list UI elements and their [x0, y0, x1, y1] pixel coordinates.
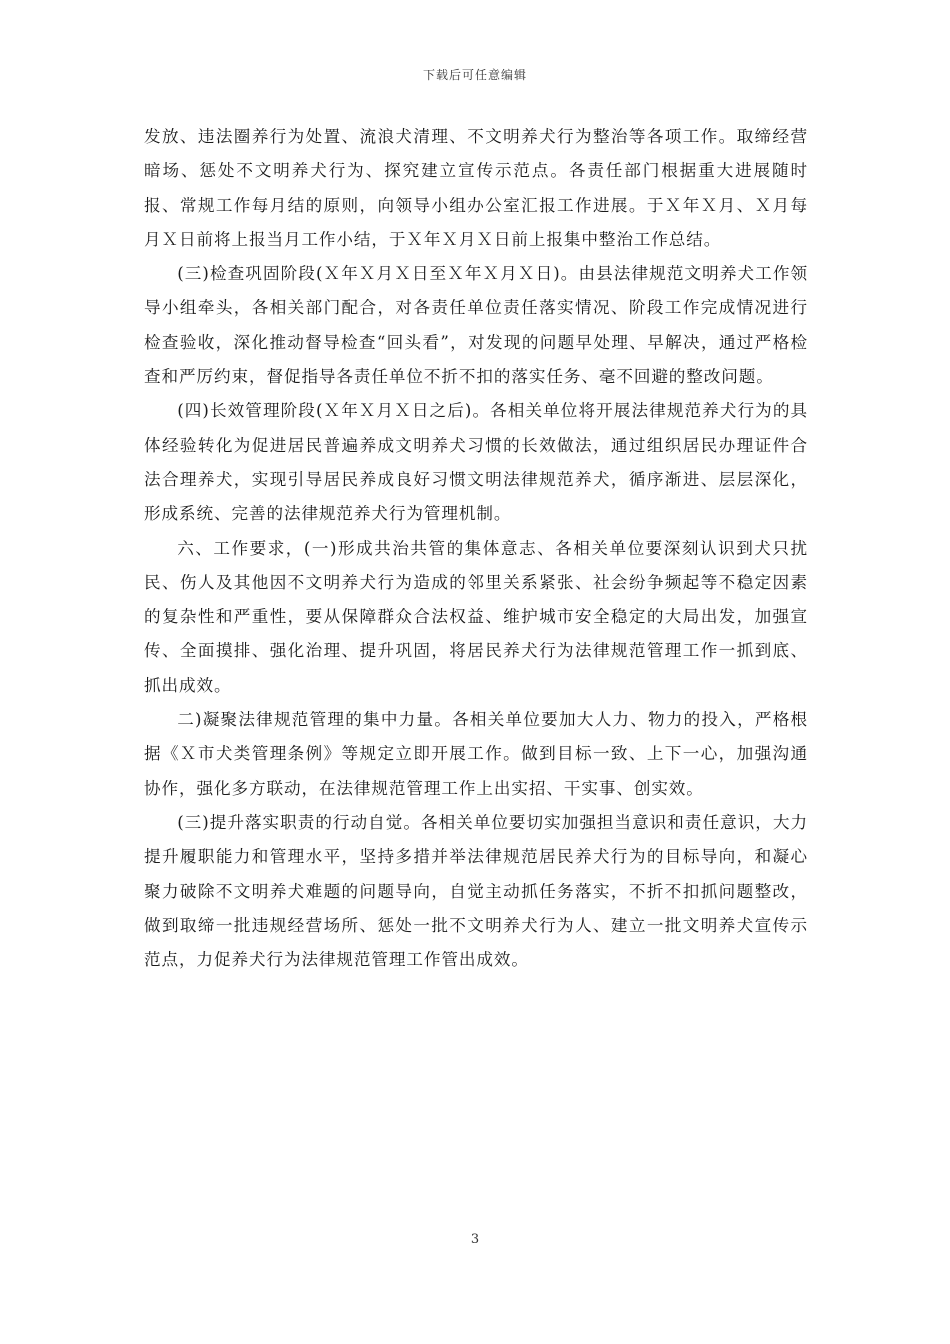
- paragraph-phase-three: (三)检查巩固阶段(Ｘ年Ｘ月Ｘ日至Ｘ年Ｘ月Ｘ日)。由县法律规范文明养犬工作领导小组牵头，各相关部门配合，对各责任单位责任落实情况、阶段工作完成情况进行检查验收，深化推动督导检查“回头看”，对发现的问题早处理、早解决，通过严格检查和严厉约束，督促指导各责任单位不折不扣的落实任务、毫不回避的整改问题。: [144, 264, 808, 387]
- page-header: 下载后可任意编辑: [422, 68, 527, 82]
- paragraph-work-requirements: 六、工作要求，(一)形成共治共管的集体意志、各相关单位要深刻认识到犬只扰民、伤人及其他因不文明养犬行为造成的邻里关系紧张、社会纷争频起等不稳定因素的复杂性和严重性，要从保障群众合法权益、维护城市安全稳定的大局出发，加强宣传、全面摸排、强化治理、提升巩固，将居民养犬行为法律规范管理工作一抓到底、抓出成效。: [144, 538, 808, 695]
- page-number: 3: [470, 1232, 480, 1247]
- paragraph-requirement-three: (三)提升落实职责的行动自觉。各相关单位要切实加强担当意识和责任意识，大力提升履职能力和管理水平，坚持多措并举法律规范居民养犬行为的目标导向，和凝心聚力破除不文明养犬难题的问题导向，自觉主动抓任务落实，不折不扣抓问题整改，做到取缔一批违规经营场所、惩处一批不文明养犬行为人、建立一批文明养犬宣传示范点，力促养犬行为法律规范管理工作管出成效。: [144, 812, 808, 970]
- paragraph-requirement-two: 二)凝聚法律规范管理的集中力量。各相关单位要加大人力、物力的投入，严格根据《Ｘ市犬类管理条例》等规定立即开展工作。做到目标一致、上下一心，加强沟通协作，强化多方联动，在法律规范管理工作上出实招、干实事、创实效。: [144, 710, 808, 798]
- document-body: [144, 120, 808, 977]
- paragraph-phase-four: (四)长效管理阶段(Ｘ年Ｘ月Ｘ日之后)。各相关单位将开展法律规范养犬行为的具体经验转化为促进居民普遍养成文明养犬习惯的长效做法，通过组织居民办理证件合法合理养犬，实现引导居民养成良好习惯文明法律规范养犬，循序渐进、层层深化，形成系统、完善的法律规范养犬行为管理机制。: [144, 401, 808, 524]
- paragraph-continuation: 发放、违法圈养行为处置、流浪犬清理、不文明养犬行为整治等各项工作。取缔经营暗场、惩处不文明养犬行为、探究建立宣传示范点。各责任部门根据重大进展随时报、常规工作每月结的原则，向领导小组办公室汇报工作进展。于Ｘ年Ｘ月、Ｘ月每月Ｘ日前将上报当月工作小结，于Ｘ年Ｘ月Ｘ日前上报集中整治工作总结。: [144, 127, 808, 249]
